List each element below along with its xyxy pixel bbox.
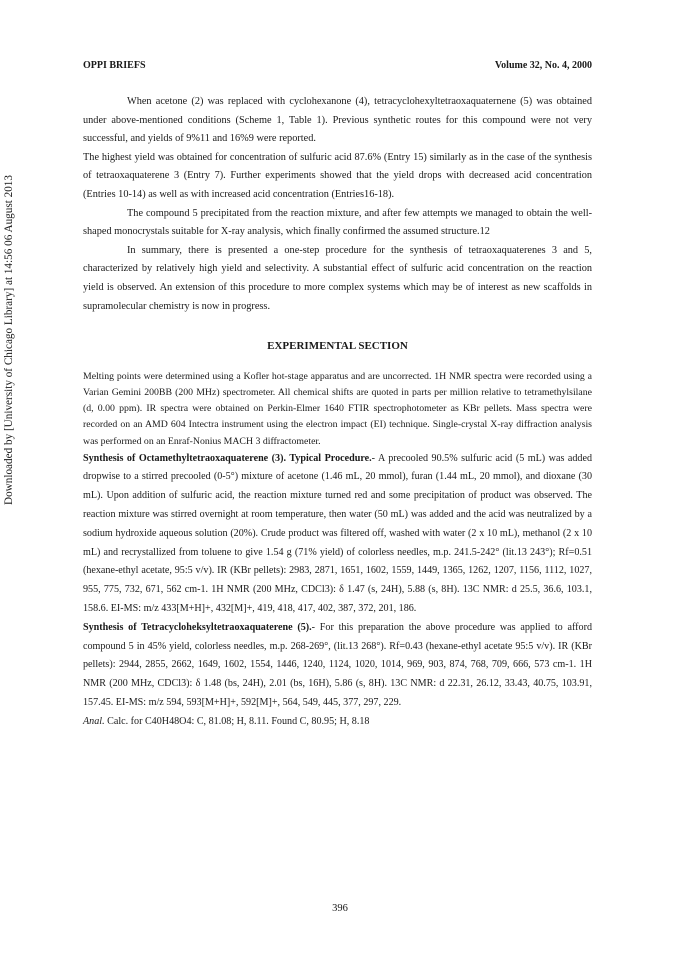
analysis-label: Anal. — [83, 715, 105, 727]
section-heading: EXPERIMENTAL SECTION — [267, 340, 408, 353]
synthesis-5-title: Synthesis of Tetracycloheksyltetraoxaquaterene (5). — [83, 621, 312, 633]
running-header — [83, 60, 592, 71]
synthesis-5-paragraph — [83, 619, 592, 713]
paragraph-2: The highest yield was obtained for concentration of sulfuric acid 87.6% (Entry 15) similarly as in the case of the synthesis of tetraoxaquaterene 3 (Entry 7). Further experiments showed that the yield drops with decreased acid concentration (Entries 10-14) as well as with increased acid concentration (Entries16-18). — [83, 151, 592, 200]
synthesis-3-body: - A precooled 90.5% sulfuric acid (5 mL) was added dropwise to a stirred precooled (0-5°) mixture of acetone (1.46 mL, 20 mmol), furan (1.44 mL, 20 mmol), and dioxane (30 mL). Upon addition of sulfuric acid, the reaction mixture turned red and some precipitation of product was observed. The reaction mixture was stirred overnight at room temperature, then water (50 mL) was added and the acid was neutralized by a sodium hydroxide aqueous solution (20%). Crude product was filtered off, washed with water (2 x 10 mL), methanol (2 x 10 mL) and recrystallized from toluene to give 1.54 g (71% yield) of colorless needles, m.p. 241.5-242° (lit.13 243°); Rf=0.51 (hexane-ethyl acetate, 95:5 v/v). IR (KBr pellets): 2983, 2871, 1651, 1602, 1559, 1449, 1365, 1262, 1207, 1156, 1112, 1027, 955, 775, 732, 671, 562 cm-1. 1H NMR (200 MHz, CDCl3): δ 1.47 (s, 24H), 5.88 (s, 8H). 13C NMR: d 25.5, 36.6, 103.1, 158.6. EI-MS: m/z 433[M+H]+, 432[M]+, 419, 418, 417, 402, 387, 372, 201, 186. — [83, 452, 593, 614]
experimental-section — [83, 369, 592, 731]
page-body — [83, 60, 592, 732]
synthesis-5-body: - For this preparation the above procedure was applied to afford compound 5 in 45% yield, colorless needles, m.p. 268-269°, (lit.13 268°). Rf=0.43 (hexane-ethyl acetate 95:5 v/v). IR (KBr pellets): 2944, 2855, 2662, 1649, 1602, 1554, 1446, 1240, 1124, 1020, 1014, 969, 903, 874, 768, 709, 666, 573 cm-1. 1H NMR (200 MHz, CDCl3): δ 1.48 (bs, 24H), 2.01 (bs, 16H), 5.86 (s, 8H). 13C NMR: d 22.31, 26.12, 33.43, 40.75, 103.91, 157.45. EI-MS: m/z 594, 593[M+H]+, 592[M]+, 564, 549, 445, 377, 297, 229. — [83, 621, 592, 708]
general-methods-paragraph: Melting points were determined using a Kofler hot-stage apparatus and are uncorrected. 1H NMR spectra were recorded using a Varian Gemini 200BB (200 MHz) spectrometer. All chemical shifts are quoted in parts per million relative to tetramethylsilane (d, 0.00 ppm). IR spectra were obtained on Perkin-Elmer 1640 FTIR spectrophotometer as KBr pellets. Mass spectra were recorded on an AMD 604 Intectra instrument using the electron impact (EI) technique. Single-crystal X-ray diffraction analysis was performed on an Enraf-Nonius MACH 3 diffractometer. — [83, 371, 592, 447]
journal-section-label: OPPI BRIEFS — [83, 60, 146, 71]
paragraph-3: The compound 5 precipitated from the reaction mixture, and after few attempts we managed to obtain the well-shaped monocrystals suitable for X-ray analysis, which finally confirmed the assumed structure.12 — [83, 207, 592, 238]
volume-label: Volume 32, No. 4, 2000 — [494, 60, 592, 71]
page-number: 396 — [332, 903, 348, 914]
download-watermark — [2, 50, 16, 630]
analysis-text: Calc. for C40H48O4: C, 81.08; H, 8.11. Found C, 80.95; H, 8.18 — [104, 715, 370, 727]
elemental-analysis — [83, 713, 592, 732]
synthesis-3-paragraph — [83, 450, 592, 619]
synthesis-3-title: Synthesis of Octamethyltetraoxaquaterene (3). Typical Procedure. — [83, 452, 372, 464]
paragraph-1: When acetone (2) was replaced with cyclohexanone (4), tetracyclohexyltetraoxaquaternene (5) was obtained under above-mentioned conditions (Scheme 1, Table 1). Previous synthetic routes for this compound were not very successful, and yields of 9%11 and 16%9 were reported. — [83, 96, 592, 145]
paragraph-4: In summary, there is presented a one-step procedure for the synthesis of tetraoxaquaterenes 3 and 5, characterized by relatively high yield and selectivity. A substantial effect of sulfuric acid concentration on the reaction yield is observed. An extension of this procedure to more complex systems which may be of interest as new scaffolds in supramolecular chemistry is now in progress. — [83, 244, 592, 312]
download-watermark-text: Downloaded by [University of Chicago Library] at 14:56 06 August 2013 — [3, 175, 15, 505]
